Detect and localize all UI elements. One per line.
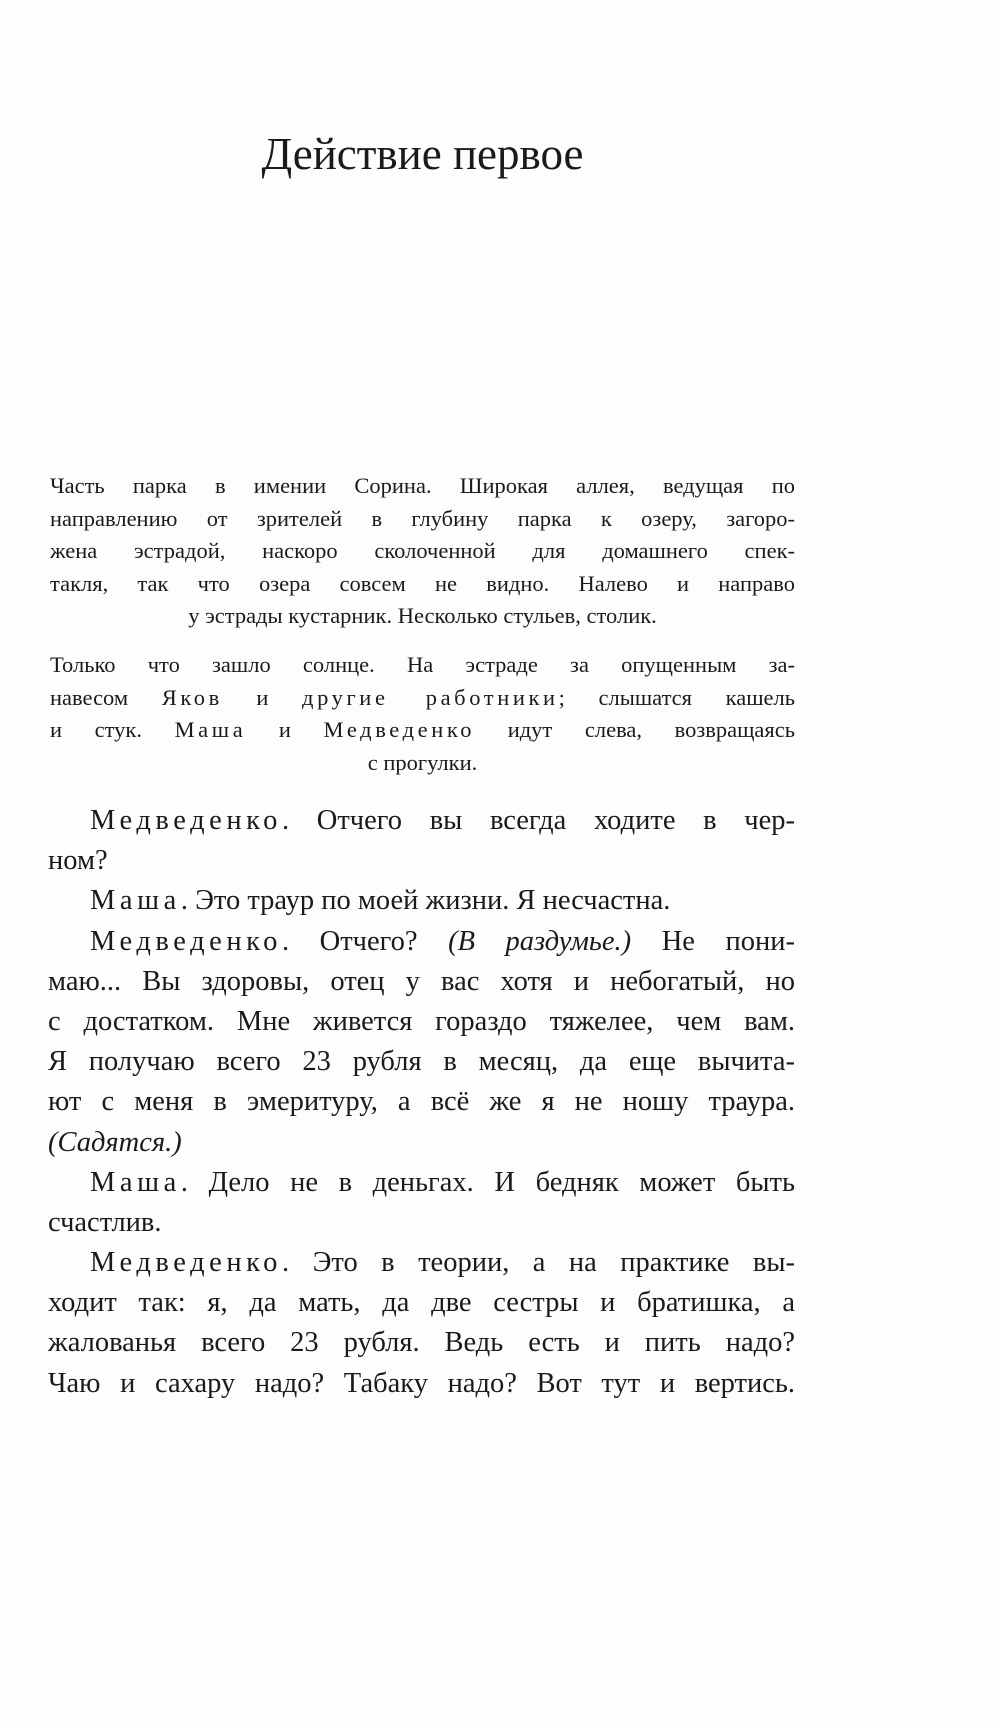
text-segment: Чаю и сахару надо? Табаку надо? Вот тут и вертись.	[48, 1367, 795, 1399]
text-segment: навесом	[50, 684, 162, 710]
text-line	[50, 682, 795, 715]
act-title: Действие первое	[261, 129, 584, 179]
text-segment: . Это в теории, а на практике вы-	[281, 1247, 795, 1279]
text-line	[50, 568, 795, 601]
character-name: другие работники	[302, 684, 559, 710]
text-segment: Только что зашло солнце. На эстраде за опущенным за-	[50, 652, 795, 677]
text-segment: направлению от зрителей в глубину парка к озеру, загоро-	[50, 505, 795, 531]
text-segment: с прогулки.	[367, 749, 478, 775]
text-segment: и стук.	[50, 717, 175, 742]
text-line	[48, 1163, 795, 1203]
character-name: Маша	[90, 1166, 181, 1198]
text-line	[48, 1323, 795, 1363]
text-line	[48, 1364, 795, 1404]
character-name: Медведенко	[90, 805, 282, 836]
text-line	[48, 1283, 795, 1323]
text-segment: . Это траур по моей жизни. Я несчастна.	[180, 885, 671, 917]
text-segment: и	[222, 684, 303, 710]
text-line	[48, 1203, 795, 1243]
text-line	[50, 503, 795, 536]
stage-direction-setting	[50, 470, 795, 633]
text-line	[50, 649, 795, 682]
character-name: Медведенко	[323, 717, 476, 742]
text-line	[50, 470, 795, 503]
text-segment: с достатком. Мне живется гораздо тяжелее, чем вам.	[48, 1005, 795, 1037]
text-line	[48, 881, 795, 921]
text-segment: идут слева, возвращаясь	[475, 717, 795, 742]
text-segment: ном?	[48, 845, 108, 877]
text-segment: Не пони-	[631, 925, 795, 957]
text-segment: счастлив.	[48, 1206, 162, 1238]
character-name: Медведенко	[90, 925, 282, 957]
text-segment: . Отчего?	[281, 925, 449, 957]
text-line	[48, 841, 795, 881]
stage-remark: (Садятся.)	[48, 1126, 182, 1158]
text-line	[48, 1042, 795, 1082]
text-segment: . Дело не в деньгах. И бедняк может быть	[180, 1166, 795, 1198]
text-line	[48, 1243, 795, 1283]
text-segment: Я получаю всего 23 рубля в месяц, да еще вычита-	[48, 1046, 795, 1078]
text-segment: и	[246, 717, 324, 742]
text-line	[48, 962, 795, 1002]
text-line	[48, 922, 795, 962]
text-segment: жена эстрадой, наскоро сколоченной для домашнего спек-	[50, 538, 795, 563]
character-name: Маша	[174, 717, 247, 742]
text-line	[48, 801, 795, 841]
text-line	[50, 714, 795, 747]
text-segment: ; слышатся кашель	[558, 684, 795, 710]
dialogue	[48, 801, 795, 1404]
character-name: Яков	[161, 684, 223, 710]
text-segment: жалованья всего 23 рубля. Ведь есть и пить надо?	[48, 1327, 795, 1359]
text-line	[50, 600, 795, 633]
stage-direction-action	[50, 649, 795, 779]
text-segment: маю... Вы здоровы, отец у вас хотя и небогатый, но	[48, 965, 795, 997]
text-segment: ют с меня в эмеритуру, а всё же я не ношу траура.	[48, 1086, 795, 1118]
character-name: Маша	[90, 885, 181, 917]
stage-remark: (В раздумье.)	[448, 925, 632, 957]
text-line	[48, 1123, 795, 1163]
text-segment: у эстрады кустарник. Несколько стульев, столик.	[188, 603, 657, 628]
text-line	[48, 1082, 795, 1122]
character-name: Медведенко	[90, 1247, 282, 1279]
text-line	[50, 535, 795, 568]
text-segment: Часть парка в имении Сорина. Широкая аллея, ведущая по	[50, 473, 795, 498]
text-line	[50, 747, 795, 780]
text-line	[48, 1002, 795, 1042]
text-segment: ходит так: я, да мать, да две сестры и братишка, а	[48, 1287, 795, 1319]
text-segment: . Отчего вы всегда ходите в чер-	[281, 805, 795, 836]
text-segment: такля, так что озера совсем не видно. Налево и направо	[50, 570, 795, 596]
